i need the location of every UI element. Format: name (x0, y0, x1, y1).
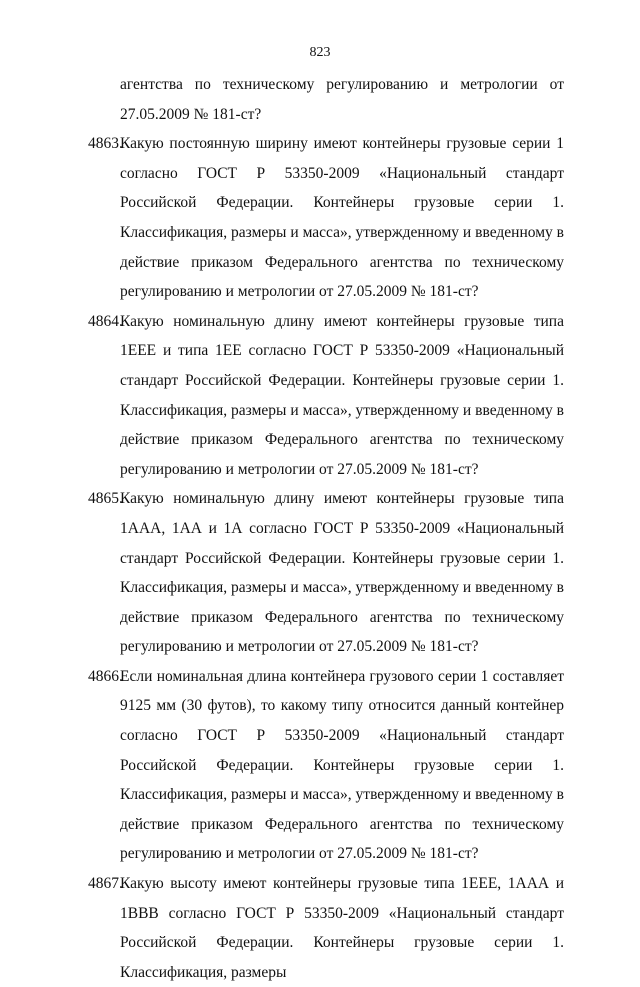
question-text: Какую постоянную ширину имеют контейнеры грузовые серии 1 согласно ГОСТ Р 53350-2009 «Национальный стандарт Российской Федерации. Контейнеры грузовые серии 1. Классификация, размеры и масса», утвержденному и введенному в действие приказом Федерального агентства по техническому регулированию и метрологии от 27.05.2009 № 181-ст? (120, 135, 564, 301)
page-number: 823 (309, 45, 331, 60)
question-number: 4864. (88, 312, 123, 330)
document-body (88, 70, 564, 987)
question-text: Какую высоту имеют контейнеры грузовые типа 1ЕЕЕ, 1ААА и 1ВВВ согласно ГОСТ Р 53350-2009 «Национальный стандарт Российской Федерации. Контейнеры грузовые серии 1. Классификация, размеры (120, 875, 564, 981)
question-4866 (88, 662, 564, 869)
question-number: 4865. (88, 490, 123, 508)
question-number: 4866. (88, 667, 123, 685)
question-number: 4863. (88, 135, 123, 153)
question-text: Какую номинальную длину имеют контейнеры грузовые типа 1ЕЕЕ и типа 1ЕЕ согласно ГОСТ Р 53350-2009 «Национальный стандарт Российской Федерации. Контейнеры грузовые серии 1. Классификация, размеры и масса», утвержденному и введенному в действие приказом Федерального агентства по техническому регулированию и метрологии от 27.05.2009 № 181-ст? (120, 312, 564, 478)
question-4867 (88, 869, 564, 987)
continuation-paragraph: агентства по техническому регулированию и метрологии от 27.05.2009 № 181-ст? (120, 76, 564, 123)
question-text: Если номинальная длина контейнера грузового серии 1 составляет 9125 мм (30 футов), то какому типу относится данный контейнер согласно ГОСТ Р 53350-2009 «Национальный стандарт Российской Федерации. Контейнеры грузовые серии 1. Классификация, размеры и масса», утвержденному и введенному в действие приказом Федерального агентства по техническому регулированию и метрологии от 27.05.2009 № 181-ст? (120, 667, 564, 863)
question-4864 (88, 307, 564, 485)
question-number: 4867. (88, 875, 123, 893)
question-text: Какую номинальную длину имеют контейнеры грузовые типа 1ААА, 1АА и 1А согласно ГОСТ Р 53350-2009 «Национальный стандарт Российской Федерации. Контейнеры грузовые серии 1. Классификация, размеры и масса», утвержденному и введенному в действие приказом Федерального агентства по техническому регулированию и метрологии от 27.05.2009 № 181-ст? (120, 490, 564, 656)
question-4865 (88, 484, 564, 662)
question-4863 (88, 129, 564, 307)
